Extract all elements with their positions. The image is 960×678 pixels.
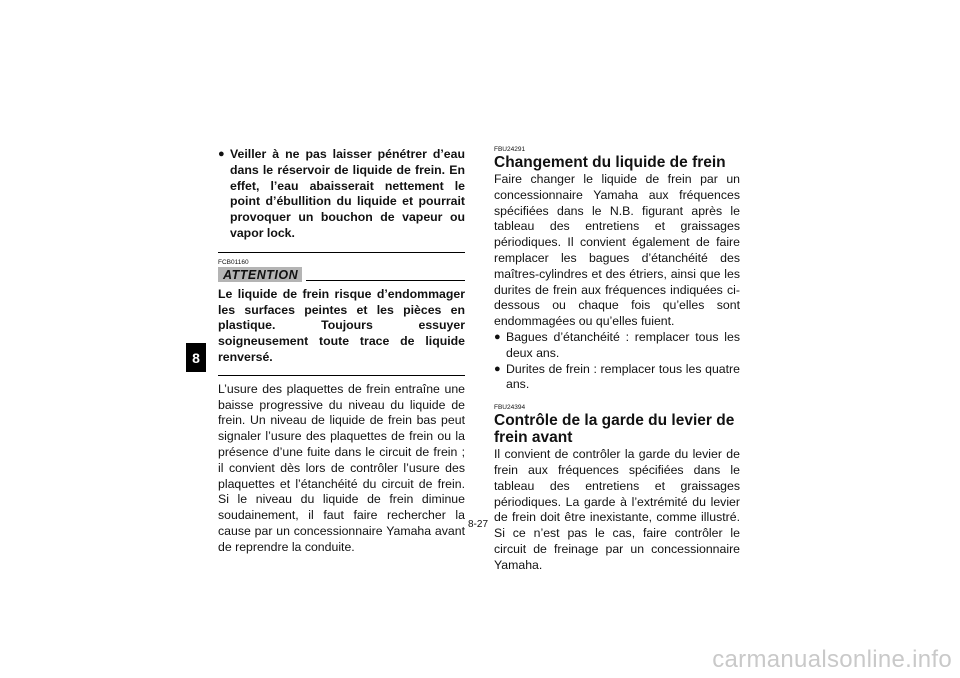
bullet-icon: ● [218,148,225,160]
attention-label: ATTENTION [218,267,302,282]
attention-header [218,267,465,282]
section-title: Changement du liquide de frein [494,154,726,171]
section-code: FBU24394 [494,404,526,412]
divider [218,252,465,253]
section-paragraph: Faire changer le liquide de frein par un concessionnaire Yamaha aux fréquences spécifiées dans le N.B. figurant après le tableau des entretiens et graissages périodiques. Il convient également de faire remplacer les bagues d’étanchéité des maîtres-cylindres et des étriers, ainsi que les durites de frein aux fréquences indiquées ci-dessous ou chaque fois qu’elles sont endommagées ou qu’elles fuient. [494,172,740,329]
attention-code: FCB01160 [218,258,249,266]
warning-bullet-item [218,147,465,242]
page-number: 8-27 [468,519,489,530]
bullet-icon: ● [494,330,501,343]
section-code: FBU24291 [494,146,526,153]
list-item-text: Durites de frein : remplacer tous les quatre ans. [506,361,740,392]
section-paragraph: Il convient de contrôler la garde du levier de frein aux fréquences spécifiées dans le tableau des entretiens et graissages périodiques. La garde à l’extrémité du levier de frein doit être inexistante, comme illustré. Si ce n’est pas le cas, faire contrôler le circuit de freinage par un concessionnaire Yamaha. [494,447,740,572]
bullet-icon: ● [494,362,501,375]
chapter-tab-number: 8 [192,349,200,366]
list-item-text: Bagues d’étanchéité : remplacer tous les deux ans. [506,329,740,360]
warning-bullet-text: Veiller à ne pas laisser pénétrer d’eau dans le réservoir de liquide de frein. En effet, l’eau abaisserait nettement le point d’ébullition du liquide et pourrait provoquer un bouchon de vapeur ou vapor lock. [230,147,465,240]
brake-fluid-level-paragraph: L’usure des plaquettes de frein entraîne une baisse progressive du niveau du liquide de frein. Un niveau de liquide de frein bas peut signaler l’usure des plaquettes de frein ou la présence d’une fuite dans le circuit de frein ; il convient dès lors de contrôler l’usure des plaquettes et l’étanchéité du circuit de frein. Si le niveau du liquide de frein diminue soudainement, il faut faire rechercher la cause par un concessionnaire Yamaha avant de reprendre la conduite. [218,381,465,554]
attention-underline [306,280,465,281]
watermark: carmanualsonline.info [712,646,952,673]
chapter-tab [186,343,206,372]
section-title: Contrôle de la garde du levier de frein avant [494,412,735,447]
attention-text: Le liquide de frein risque d’endommager les surfaces peintes et les pièces en plastique. Toujours essuyer soigneusement toute trace de liquide renversé. [218,286,465,364]
divider [218,375,465,376]
list-item [494,330,740,362]
right-column [494,146,740,574]
left-column [218,147,465,556]
list-item [494,362,740,394]
